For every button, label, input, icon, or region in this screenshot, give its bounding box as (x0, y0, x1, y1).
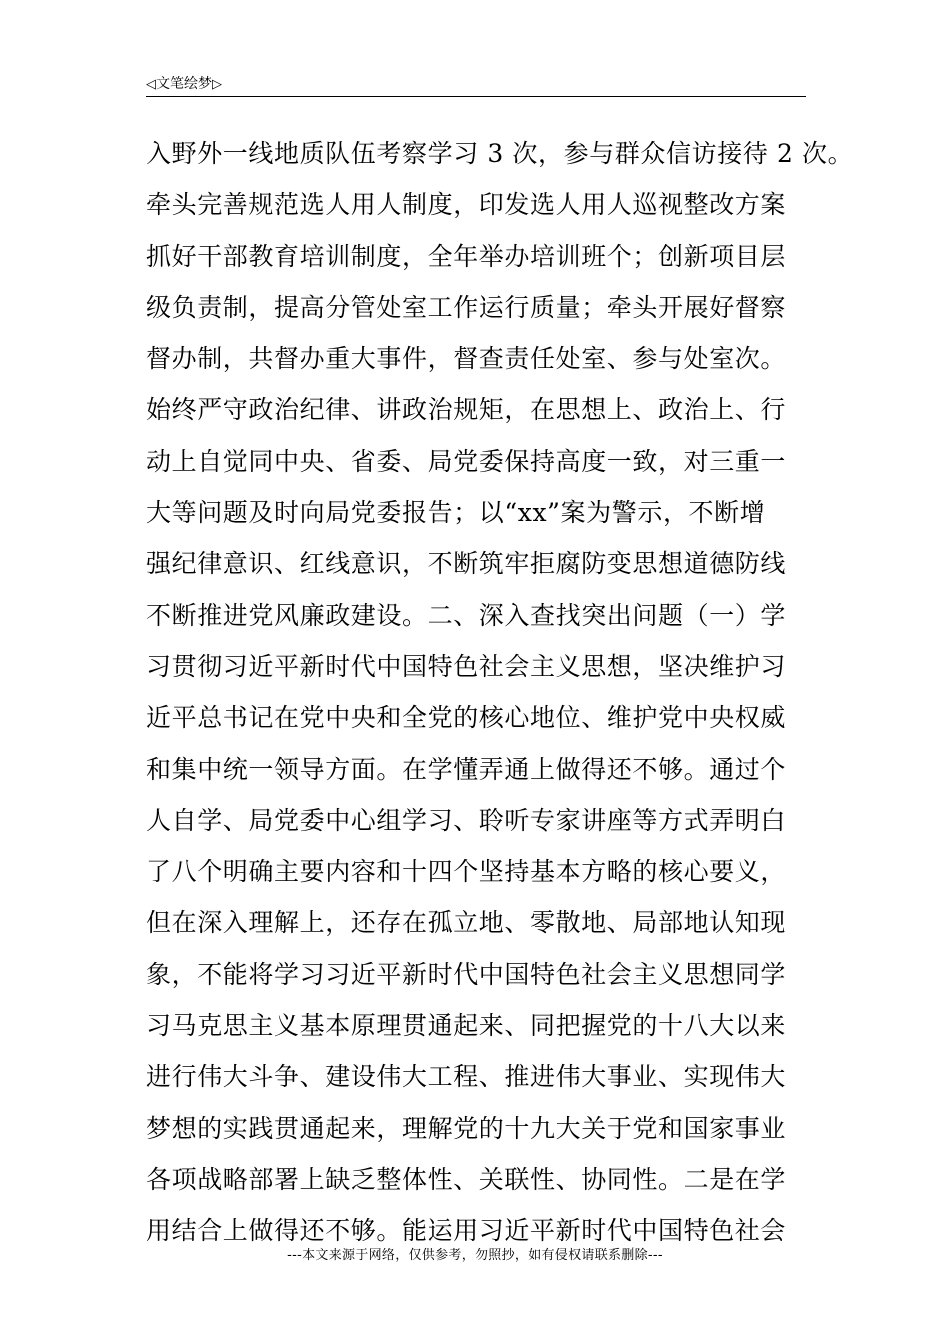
body-line: 始终严守政治纪律、讲政治规矩，在思想上、政治上、行 (146, 395, 787, 425)
body-line: 入野外一线地质队伍考察学习 3 次，参与群众信访接待 2 次。 (146, 139, 854, 168)
body-line: 督办制，共督办重大事件，督查责任处室、参与处室次。 (146, 344, 787, 374)
disclaimer-footer: ---本文来源于网络，仅供参考，勿照抄，如有侵权请联系删除--- (287, 1248, 663, 1263)
body-line: 象，不能将学习习近平新时代中国特色社会主义思想同学 (146, 959, 787, 989)
body-line: 进行伟大斗争、建设伟大工程、推进伟大事业、实现伟大 (146, 1062, 787, 1092)
body-line: 牵头完善规范选人用人制度，印发选人用人巡视整改方案 (146, 190, 787, 220)
right-triangle-icon: ▷ (212, 77, 222, 92)
left-triangle-icon: ◁ (146, 77, 156, 92)
header-title: 文笔绘梦 (156, 76, 212, 92)
body-line: 近平总书记在党中央和全党的核心地位、维护党中央权威 (146, 703, 787, 733)
body-line: 了八个明确主要内容和十四个坚持基本方略的核心要义， (146, 857, 787, 887)
body-line: 和集中统一领导方面。在学懂弄通上做得还不够。通过个 (146, 754, 787, 784)
body-line: 习马克思主义基本原理贯通起来、同把握党的十八大以来 (146, 1011, 787, 1041)
document-body (146, 128, 854, 1257)
body-line: 级负责制，提高分管处室工作运行质量；牵头开展好督察 (146, 292, 787, 322)
body-line: 大等问题及时向局党委报告；以“xx”案为警示，不断增 (146, 498, 766, 528)
body-line: 动上自觉同中央、省委、局党委保持高度一致，对三重一 (146, 446, 787, 476)
body-line: 用结合上做得还不够。能运用习近平新时代中国特色社会 (146, 1216, 787, 1246)
body-line: 人自学、局党委中心组学习、聆听专家讲座等方式弄明白 (146, 805, 787, 835)
body-line: 但在深入理解上，还存在孤立地、零散地、局部地认知现 (146, 908, 787, 938)
header-divider (146, 96, 806, 97)
body-line: 不断推进党风廉政建设。二、深入查找突出问题（一）学 (146, 600, 787, 630)
document-header (146, 74, 806, 98)
body-line: 强纪律意识、红线意识，不断筑牢拒腐防变思想道德防线 (146, 549, 787, 579)
body-line: 梦想的实践贯通起来，理解党的十九大关于党和国家事业 (146, 1113, 787, 1143)
body-line: 习贯彻习近平新时代中国特色社会主义思想，坚决维护习 (146, 651, 787, 681)
body-line: 各项战略部署上缺乏整体性、关联性、协同性。二是在学 (146, 1164, 787, 1194)
body-line: 抓好干部教育培训制度，全年举办培训班个；创新项目层 (146, 241, 787, 271)
